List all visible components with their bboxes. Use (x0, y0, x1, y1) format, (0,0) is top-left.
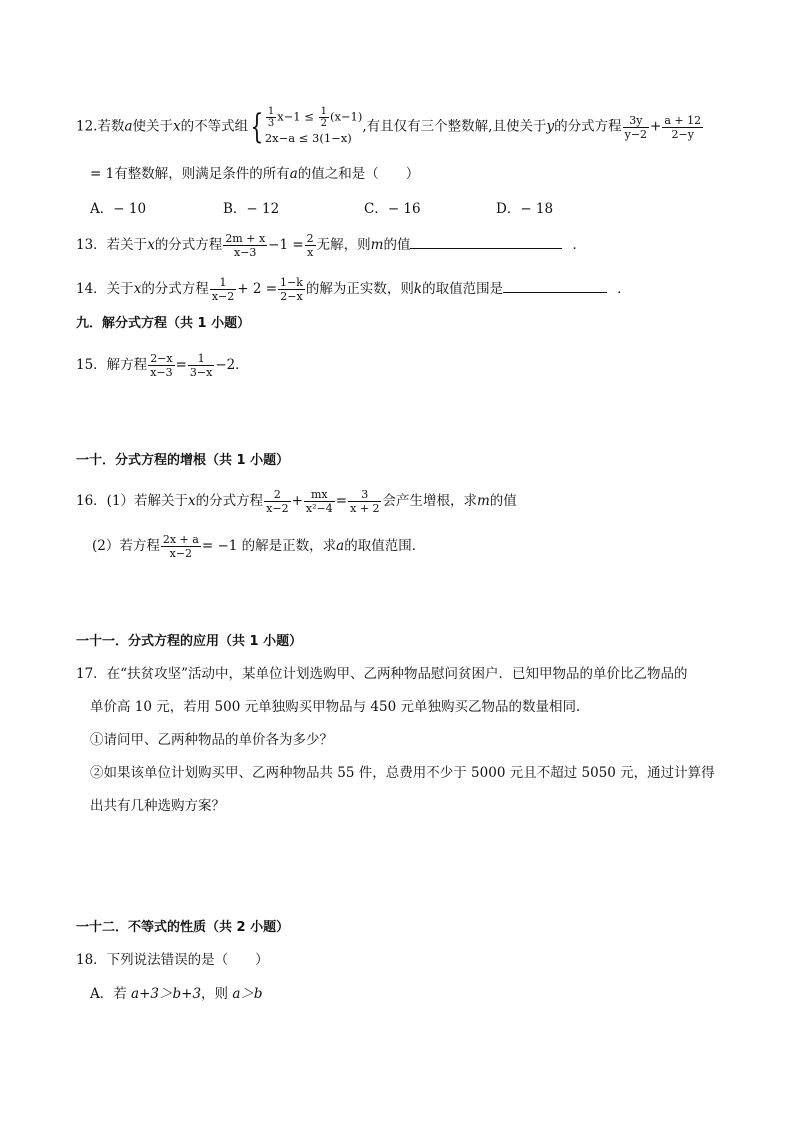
answer-blank[interactable] (410, 236, 562, 249)
text: ,有且仅有三个整数解,且使关于 (362, 118, 547, 135)
text: 会产生增根，求 (382, 493, 477, 509)
text: = −1 的解是正数，求 (201, 538, 337, 554)
q12-line2 (90, 165, 419, 183)
denominator: x²−4 (305, 502, 333, 515)
fraction (319, 106, 329, 129)
numerator: 3 (348, 488, 381, 502)
text: 的值 (383, 237, 411, 253)
text: ． (572, 237, 586, 253)
numerator: 1 (267, 106, 275, 117)
fraction (161, 533, 201, 560)
denominator: x + 2 (350, 502, 380, 515)
text: 的取值范围是 (422, 281, 504, 297)
text: 14．关于 (76, 281, 134, 297)
numerator: 2m + x (225, 232, 266, 245)
section-heading-12: 一十二．不等式的性质（共 2 小题） (76, 920, 290, 935)
text: 13．若关于 (76, 237, 148, 253)
text: A．若 (90, 986, 132, 1002)
numerator: 3y (623, 114, 649, 128)
text: 的值 (489, 493, 517, 509)
fraction (662, 114, 703, 141)
numerator: 1−k (280, 276, 303, 289)
denominator: x−3 (150, 366, 173, 379)
text: 使关于 (132, 118, 174, 135)
expression: a+3＞b+3 (131, 986, 202, 1002)
fraction (188, 352, 214, 379)
fraction (305, 232, 316, 259)
variable-x: x (133, 281, 142, 297)
text: 16．(1）若解关于 (76, 493, 189, 509)
numerator: mx (304, 488, 335, 502)
fraction (348, 488, 381, 515)
numerator: 2 (306, 232, 314, 245)
text: (2）若方程 (92, 538, 160, 554)
text: 12.若数 (76, 118, 125, 135)
denominator: x (307, 246, 314, 259)
inequality-2: 2x−a ≤ 3(1−x) (264, 131, 352, 145)
denominator: x−2 (266, 502, 289, 515)
text: ，则 (201, 986, 233, 1002)
answer-blank[interactable] (503, 280, 607, 293)
text: = (175, 357, 187, 373)
variable-k: k (413, 281, 423, 297)
denominator: x−2 (169, 547, 193, 560)
text: 的分式方程 (141, 281, 209, 297)
text: + (650, 118, 662, 135)
expression: a＞b (232, 986, 263, 1002)
brace-symbol: { (250, 107, 264, 147)
q17-line3: ①请问甲、乙两种物品的单价各为多少？ (90, 732, 333, 748)
denominator: 2−y (671, 127, 694, 141)
text: 的取值范围． (344, 538, 426, 554)
q17-line5: 出共有几种选购方案？ (90, 798, 225, 814)
fraction (278, 276, 305, 303)
variable-m: m (370, 237, 384, 253)
q13-line (76, 232, 586, 259)
denominator: 2 (320, 118, 327, 129)
numerator: 2x + a (162, 533, 199, 546)
q15-line (76, 352, 249, 379)
denominator: 2−x (280, 290, 303, 303)
text: 的分式方程 (154, 237, 223, 253)
text: + 2 = (237, 281, 278, 297)
text: + (291, 493, 303, 509)
q12-option-c: C．− 16 (364, 201, 421, 217)
numerator: 1 (210, 276, 236, 290)
text: 的分式方程 (195, 493, 264, 509)
fraction (210, 276, 236, 303)
q17-line2: 单价高 10 元，若用 500 元单独购买甲物品与 450 元单独购买乙物品的数量相同． (90, 699, 590, 715)
fraction (623, 114, 649, 141)
variable-a: a (124, 118, 133, 135)
variable-x: x (147, 237, 155, 253)
fraction (266, 106, 276, 129)
numerator: 1 (188, 352, 214, 366)
numerator: 2−x (150, 352, 173, 365)
text: = 1有整数解，则满足条件的所有 (90, 166, 290, 182)
variable-a: a (336, 538, 345, 554)
q18-stem: 18．下列说法错误的是（ ） (76, 952, 269, 968)
fraction (304, 488, 335, 515)
variable-x: x (173, 118, 181, 135)
q12-option-a: A．− 10 (90, 201, 147, 217)
denominator: x−2 (211, 290, 235, 303)
variable-x: x (188, 493, 196, 509)
q12-line1 (76, 106, 704, 148)
text: (x−1) (329, 109, 363, 124)
numerator: 1 (320, 106, 327, 117)
q12-option-d: D．− 18 (496, 201, 554, 217)
text: −2． (215, 357, 249, 373)
q14-line (76, 276, 631, 303)
text: ． (617, 281, 631, 297)
denominator: x−3 (234, 246, 257, 259)
section-heading-11: 一十一．分式方程的应用（共 1 小题） (76, 634, 303, 649)
q17-line1: 17．在“扶贫攻坚”活动中，某单位计划选购甲、乙两种物品慰问贫困户．已知甲物品的单价比乙物品的 (76, 666, 688, 682)
denominator: 3 (267, 118, 275, 129)
numerator: 2 (264, 488, 290, 502)
variable-y: y (546, 118, 555, 135)
q16-part2 (92, 533, 425, 560)
inequality-1 (265, 106, 363, 129)
fraction (148, 352, 174, 379)
text: 的分式方程 (554, 118, 622, 135)
denominator: y−2 (624, 127, 648, 141)
text: 的解为正实数，则 (305, 281, 414, 297)
fraction (223, 232, 267, 259)
text: 15．解方程 (76, 357, 148, 373)
text: 的不等式组 (180, 118, 249, 135)
text: 无解，则 (316, 237, 371, 253)
section-heading-10: 一十．分式方程的增根（共 1 小题） (76, 453, 290, 468)
text: = (335, 493, 348, 509)
denominator: 3−x (189, 366, 213, 379)
numerator: a + 12 (664, 113, 702, 127)
q17-line4: ②如果该单位计划购买甲、乙两种物品共 55 件，总费用不少于 5000 元且不超过 5050 元，通过计算得 (90, 765, 715, 781)
text: −1 = (268, 237, 304, 253)
q18-option-a (90, 985, 263, 1003)
fraction (264, 488, 290, 515)
text: 的值之和是（ ） (297, 166, 420, 182)
inequality-system (265, 106, 363, 148)
variable-a: a (289, 166, 298, 182)
text: x−1 ≤ (277, 109, 318, 124)
q12-option-b: B．− 12 (223, 201, 280, 217)
q16-part1 (76, 488, 517, 515)
variable-m: m (476, 493, 490, 509)
section-heading-9: 九．解分式方程（共 1 小题） (76, 316, 251, 331)
